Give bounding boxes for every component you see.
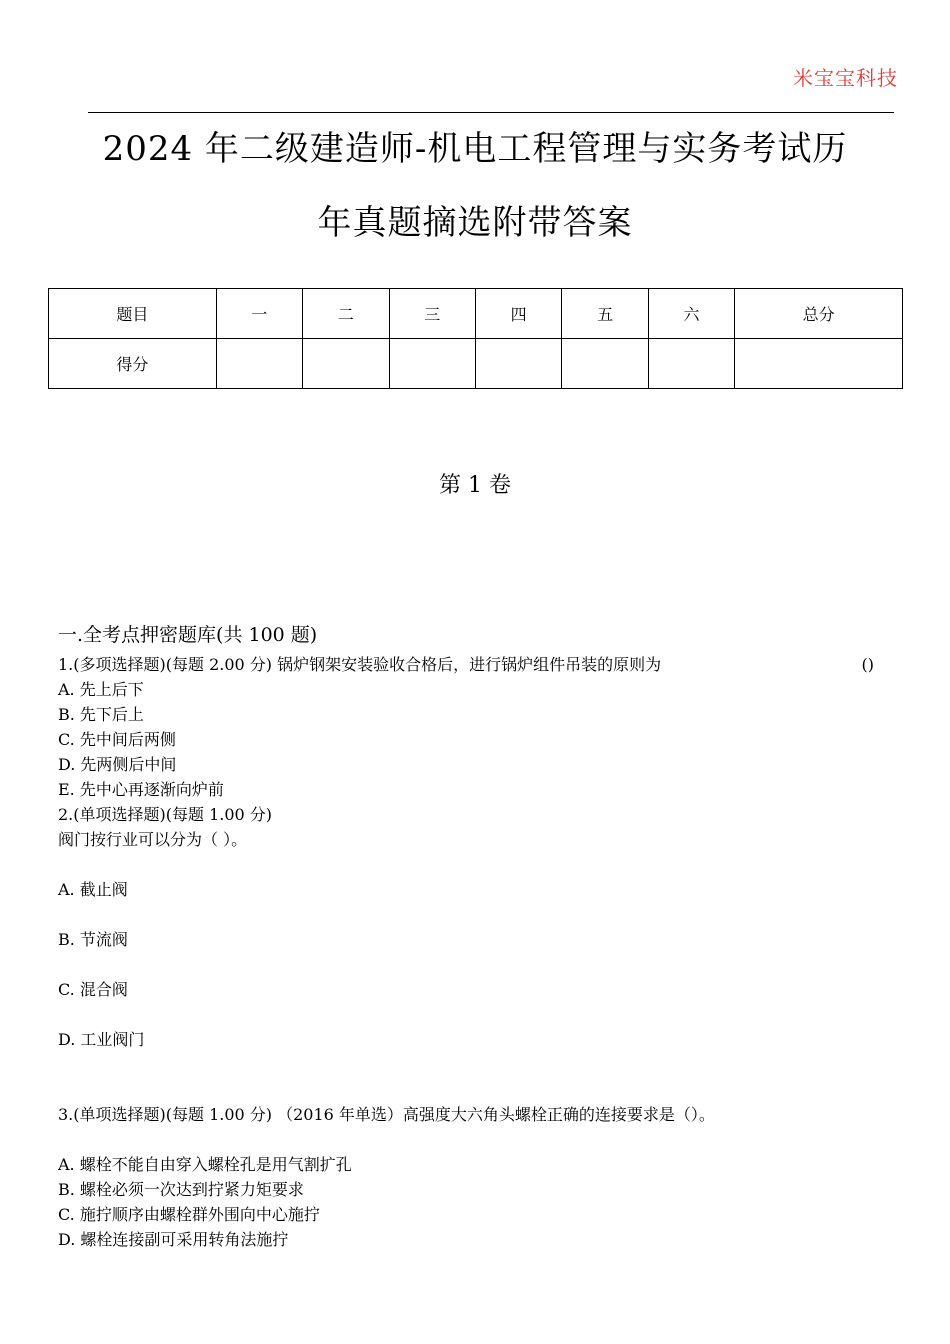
question-3-option: A. 螺栓不能自由穿入螺栓孔是用气割扩孔 (58, 1155, 352, 1174)
question-2-option: B. 节流阀 (58, 930, 128, 949)
document-title (60, 112, 890, 260)
question-2-option: C. 混合阀 (58, 980, 128, 999)
question-2-stem: 2.(单项选择题)(每题 1.00 分) (58, 805, 273, 824)
score-table-value-row (49, 339, 903, 389)
question-3-stem: 3.(单项选择题)(每题 1.00 分) （2016 年单选）高强度大六角头螺栓正确的连接要求是（）。 (58, 1105, 715, 1124)
question-section (58, 620, 888, 1252)
score-header-cell: 题目 (49, 289, 217, 339)
question-1-option: B. 先下后上 (58, 705, 144, 724)
title-line-2: 年真题摘选附带答案 (317, 203, 633, 243)
score-value-cell (648, 339, 734, 389)
question-2-option: A. 截止阀 (58, 880, 128, 899)
question-1-option: A. 先上后下 (58, 680, 144, 699)
question-1-option: E. 先中心再逐渐向炉前 (58, 780, 224, 799)
question-1-option: C. 先中间后两侧 (58, 730, 176, 749)
question-3-option: C. 施拧顺序由螺栓群外围向中心施拧 (58, 1205, 320, 1224)
score-table (48, 288, 903, 389)
section-heading: 一.全考点押密题库(共 100 题) (58, 624, 318, 646)
score-value-cell (475, 339, 561, 389)
score-header-cell: 二 (303, 289, 389, 339)
score-value-cell (216, 339, 302, 389)
score-header-cell: 总分 (735, 289, 903, 339)
score-value-cell (735, 339, 903, 389)
score-header-cell: 六 (648, 289, 734, 339)
question-1-stem: 1.(多项选择题)(每题 2.00 分) 锅炉钢架安装验收合格后，进行锅炉组件吊装的原则为 (58, 655, 662, 674)
score-value-cell (389, 339, 475, 389)
brand-name: 米宝宝科技 (793, 66, 898, 90)
question-2-stem-body: 阀门按行业可以分为（ ）。 (58, 830, 248, 849)
score-header-cell: 五 (562, 289, 648, 339)
score-header-cell: 一 (216, 289, 302, 339)
score-table-header-row (49, 289, 903, 339)
score-header-cell: 四 (475, 289, 561, 339)
question-1-option: D. 先两侧后中间 (58, 755, 177, 774)
question-3-option: B. 螺栓必须一次达到拧紧力矩要求 (58, 1180, 304, 1199)
score-row-label: 得分 (49, 339, 217, 389)
score-header-cell: 三 (389, 289, 475, 339)
question-2-option: D. 工业阀门 (58, 1030, 145, 1049)
volume-heading: 第 1 卷 (439, 473, 511, 498)
question-3-option: D. 螺栓连接副可采用转角法施拧 (58, 1230, 289, 1249)
question-1-blank: () (861, 655, 874, 674)
question-1-stem-row (58, 652, 888, 677)
score-value-cell (562, 339, 648, 389)
title-line-1: 2024 年二级建造师-机电工程管理与实务考试历 (102, 129, 848, 169)
score-value-cell (303, 339, 389, 389)
